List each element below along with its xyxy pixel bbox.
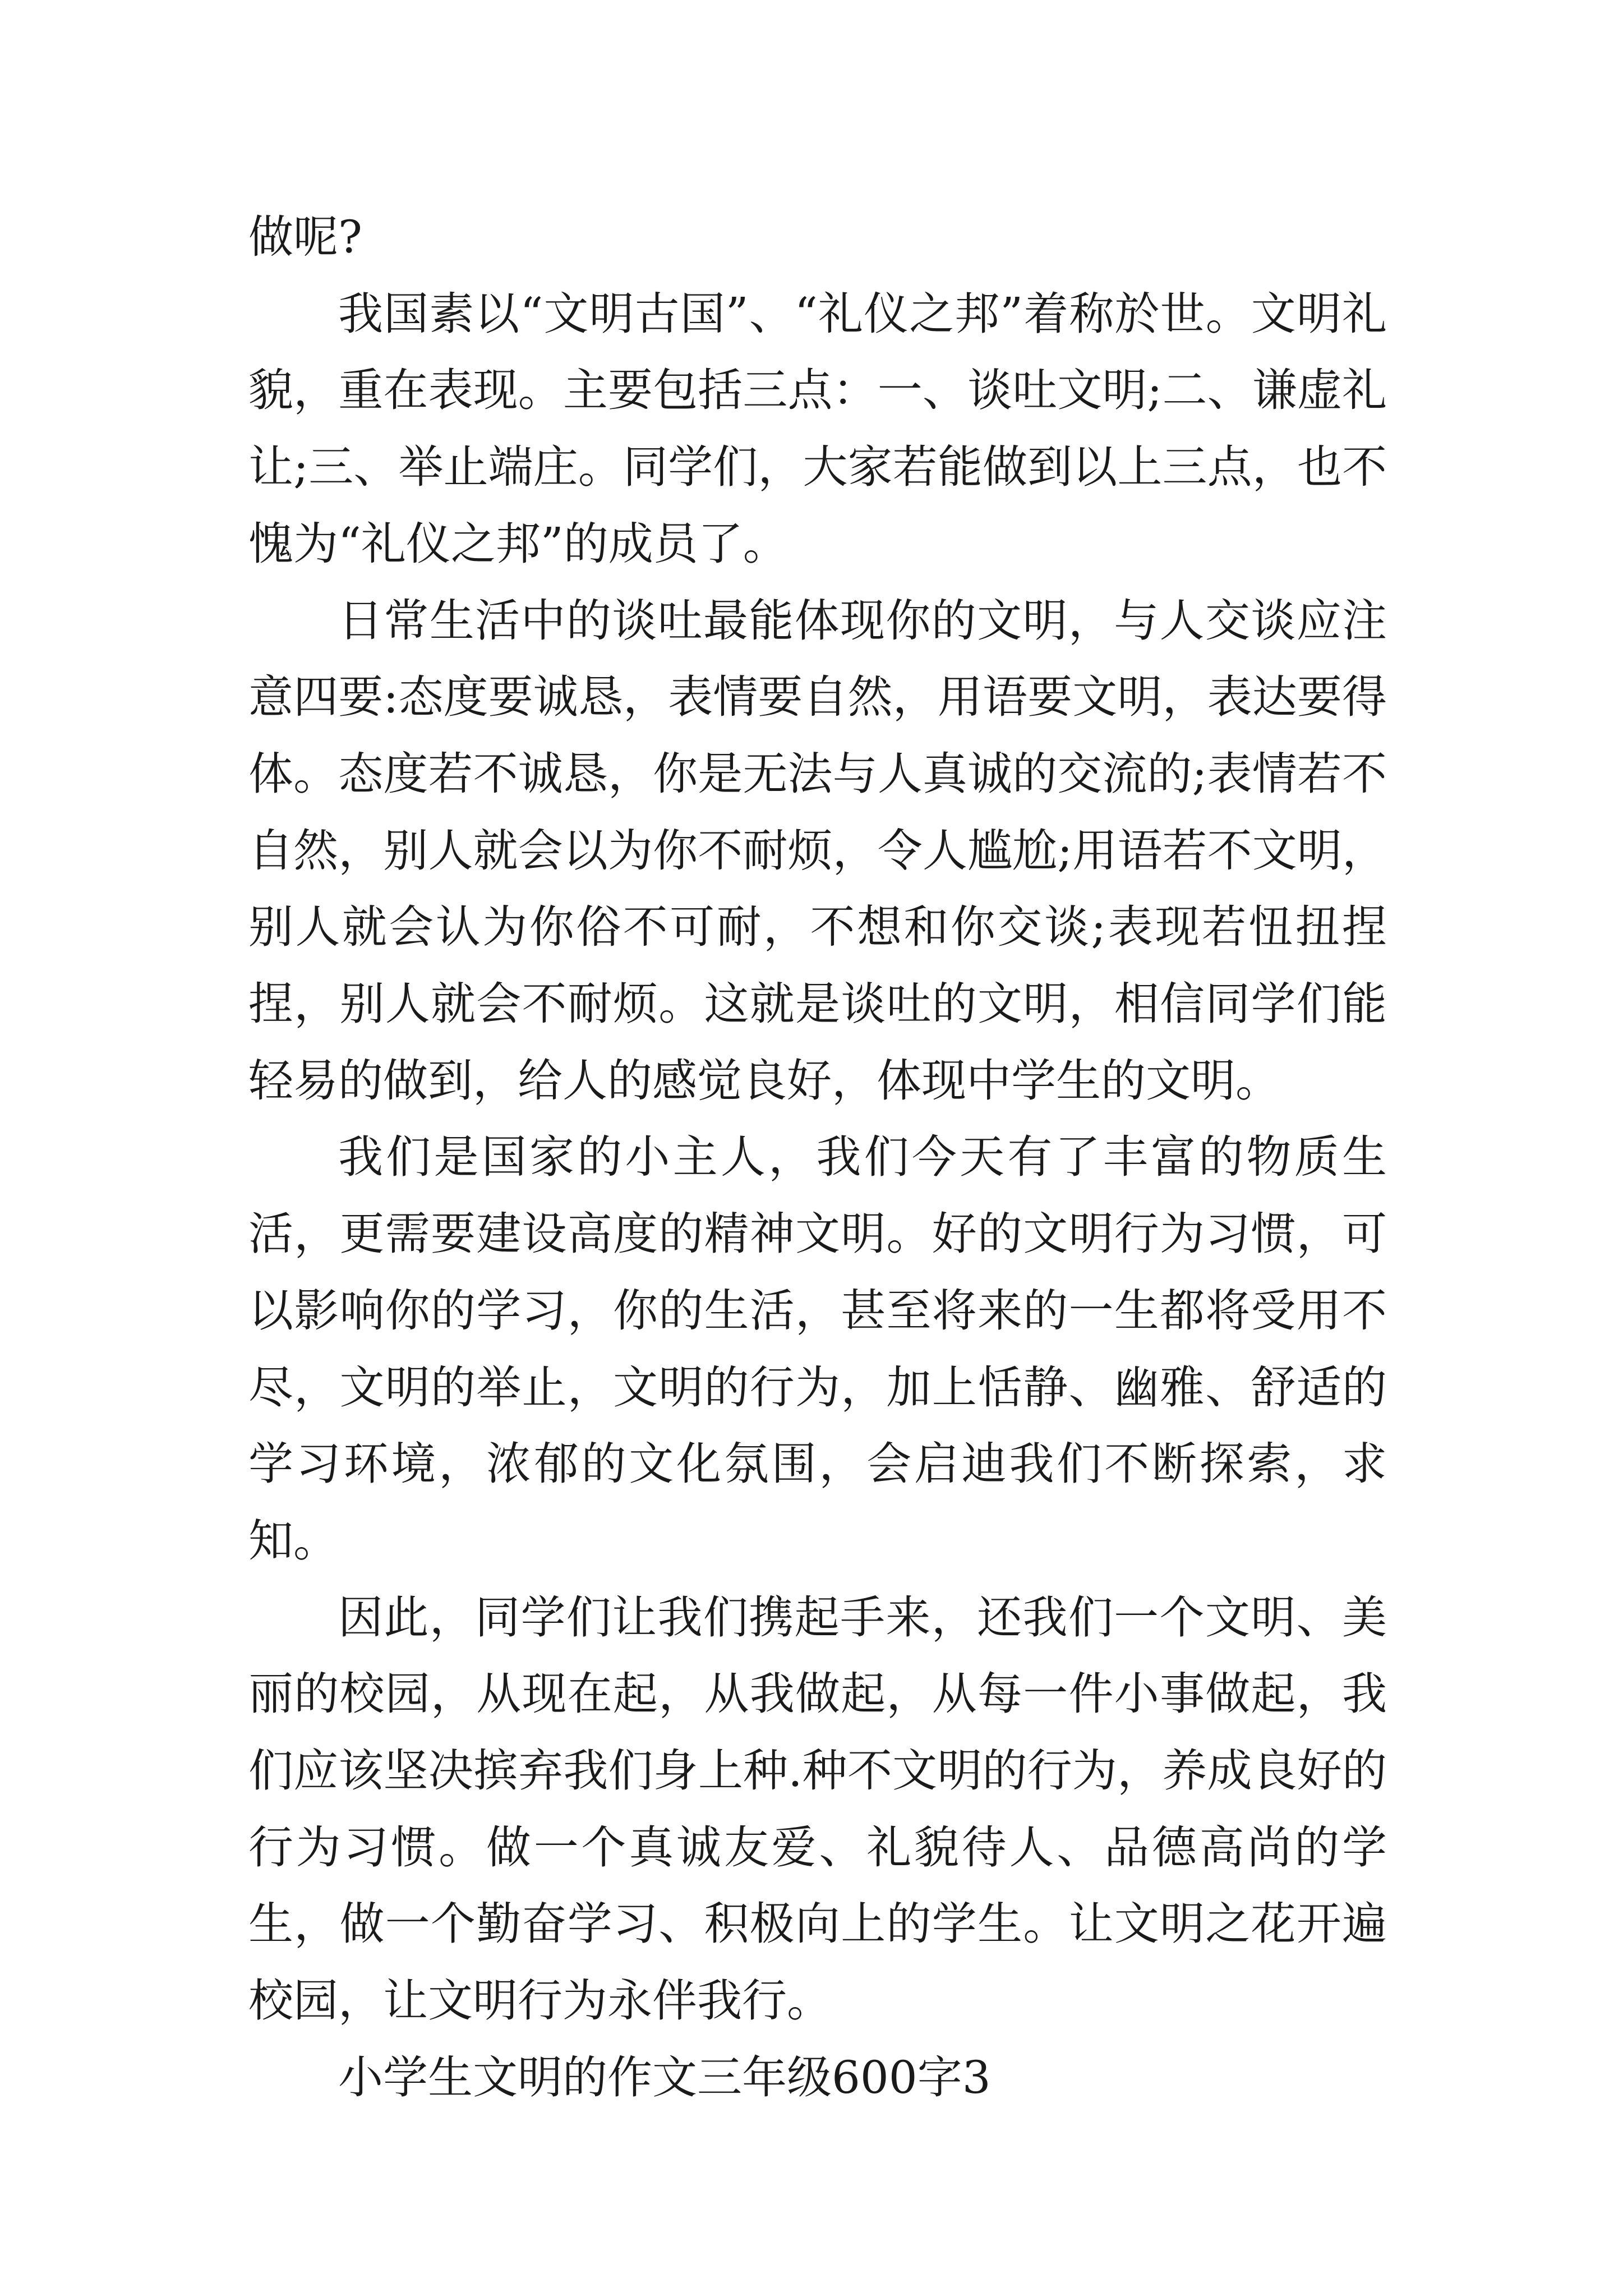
paragraph-4: 我们是国家的小主人，我们今天有了丰富的物质生活，更需要建设高度的精神文明。好的文明行为习惯，可以影响你的学习，你的生活，甚至将来的一生都将受用不尽，文明的举止，文明的行为，加上恬静、幽雅、舒适的学习环境，浓郁的文化氛围，会启迪我们不断探索，求知。 — [248, 1131, 1387, 1567]
document-body — [248, 199, 1387, 2116]
paragraph-1: 做呢? — [248, 211, 362, 263]
paragraph-5: 因此，同学们让我们携起手来，还我们一个文明、美丽的校园，从现在起，从我做起，从每一件小事做起，我们应该坚决摈弃我们身上种.种不文明的行为，养成良好的行为习惯。做一个真诚友爱、礼貌待人、品德高尚的学生，做一个勤奋学习、积极向上的学生。让文明之花开遍校园，让文明行为永伴我行。 — [248, 1591, 1387, 2027]
paragraph-2: 我国素以“文明古国”、“礼仪之邦”着称於世。文明礼貌，重在表现。主要包括三点：一、谈吐文明;二、谦虚礼让;三、举止端庄。同学们，大家若能做到以上三点，也不愧为“礼仪之邦”的成员了。 — [248, 287, 1387, 570]
paragraph-3: 日常生活中的谈吐最能体现你的文明，与人交谈应注意四要:态度要诚恳，表情要自然，用语要文明，表达要得体。态度若不诚恳，你是无法与人真诚的交流的;表情若不自然，别人就会以为你不耐烦，令人尴尬;用语若不文明，别人就会认为你俗不可耐，不想和你交谈;表现若忸扭捏捏，别人就会不耐烦。这就是谈吐的文明，相信同学们能轻易的做到，给人的感觉良好，体现中学生的文明。 — [248, 594, 1387, 1107]
section-heading: 小学生文明的作文三年级600字3 — [338, 2051, 991, 2104]
